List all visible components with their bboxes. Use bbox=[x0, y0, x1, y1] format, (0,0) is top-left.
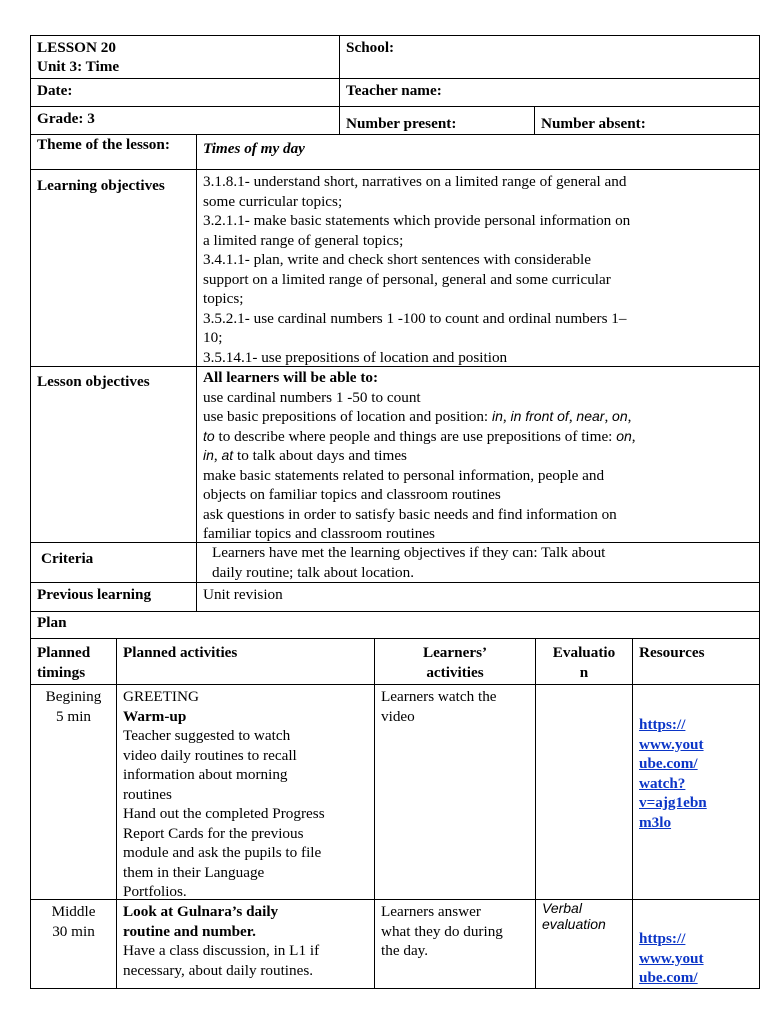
objective-line: 3.5.14.1- use prepositions of location and position bbox=[203, 348, 508, 366]
timing-line: Middle bbox=[51, 903, 96, 920]
grade-cell bbox=[31, 107, 339, 134]
criteria-label: Criteria bbox=[41, 550, 94, 567]
row-activity bbox=[117, 900, 374, 988]
lesson-objectives-heading: All learners will be able to: bbox=[203, 369, 379, 386]
learners-line: what they do during bbox=[381, 922, 503, 940]
lesson-objectives-label-cell bbox=[31, 370, 196, 400]
lesson-objective-line: ask questions in order to satisfy basic needs and find information on bbox=[203, 505, 617, 523]
column-header-line: n bbox=[579, 663, 589, 681]
row-evaluation bbox=[536, 685, 632, 899]
lesson-objective-line: use cardinal numbers 1 -50 to count bbox=[203, 388, 421, 406]
column-header-line: activities bbox=[426, 663, 484, 681]
link-line[interactable]: www.yout bbox=[639, 735, 704, 753]
activity-title: GREETING bbox=[123, 688, 199, 705]
activity-title: Look at Gulnara’s daily bbox=[123, 903, 279, 920]
column-header-line: Planned bbox=[37, 644, 91, 661]
lesson-objective-line bbox=[203, 427, 753, 447]
text-run: , bbox=[568, 408, 577, 425]
criteria-label-cell bbox=[35, 547, 196, 577]
preposition-term: to bbox=[203, 427, 215, 444]
lesson-objective-line: familiar topics and classroom routines bbox=[203, 525, 435, 542]
link-line[interactable]: ube.com/ bbox=[639, 755, 698, 772]
link-line[interactable]: ube.com/ bbox=[639, 969, 698, 986]
unit-title: Unit 3: Time bbox=[37, 58, 120, 75]
text-run: , bbox=[502, 408, 511, 425]
plan-heading: Plan bbox=[37, 614, 67, 631]
theme-label-cell bbox=[31, 133, 196, 169]
lesson-objective-line: make basic statements related to personal information, people and bbox=[203, 466, 605, 484]
text-run: use basic prepositions of location and position: bbox=[203, 408, 492, 425]
lesson-objectives-content bbox=[197, 366, 759, 542]
text-run: to describe where people and things are use prepositions of time: bbox=[214, 427, 617, 445]
lesson-number: LESSON 20 bbox=[37, 39, 116, 56]
text-run: , bbox=[604, 408, 613, 425]
activity-line: Hand out the completed Progress bbox=[123, 805, 325, 822]
preposition-term: in front of bbox=[510, 408, 569, 424]
lesson-objective-line bbox=[203, 407, 753, 427]
row-timing bbox=[31, 900, 116, 988]
activity-line: Teacher suggested to watch bbox=[123, 727, 291, 744]
text-run: , bbox=[213, 447, 222, 464]
objective-line: a limited range of general topics; bbox=[203, 231, 404, 249]
activity-line: Report Cards for the previous bbox=[123, 824, 304, 842]
table-border bbox=[30, 988, 760, 989]
text-run: to talk about days and times bbox=[233, 447, 407, 464]
learning-objectives-content bbox=[197, 170, 759, 366]
activity-line: Have a class discussion, in L1 if bbox=[123, 942, 320, 959]
previous-learning-label-cell bbox=[31, 583, 196, 611]
row-activity bbox=[117, 685, 374, 899]
timing-line: 5 min bbox=[55, 707, 92, 725]
theme-value-cell bbox=[197, 137, 759, 168]
text-run: , bbox=[631, 427, 636, 445]
objective-line: support on a limited range of personal, general and some curricular bbox=[203, 270, 611, 288]
previous-learning-value-cell bbox=[197, 583, 759, 611]
school-label: School: bbox=[346, 39, 395, 56]
number-present-cell bbox=[340, 114, 534, 134]
objective-line: topics; bbox=[203, 290, 244, 307]
activity-line: video daily routines to recall bbox=[123, 746, 297, 764]
link-line[interactable]: watch? bbox=[639, 774, 686, 792]
preposition-term: at bbox=[221, 447, 234, 463]
activity-title: routine and number. bbox=[123, 922, 256, 940]
evaluation-line: Verbal bbox=[542, 900, 582, 916]
timing-line: Begining bbox=[45, 688, 102, 705]
number-present-label: Number present: bbox=[346, 115, 457, 132]
activity-line: them in their Language bbox=[123, 863, 265, 881]
learners-line: video bbox=[381, 707, 415, 725]
timing-line: 30 min bbox=[52, 922, 95, 940]
link-line[interactable]: https:// bbox=[639, 716, 686, 733]
learners-line: Learners watch the bbox=[381, 688, 497, 705]
column-header-line: timings bbox=[37, 663, 86, 681]
lesson-objective-line bbox=[203, 446, 753, 466]
activity-subtitle: Warm-up bbox=[123, 707, 187, 725]
criteria-content bbox=[206, 542, 759, 582]
teacher-cell bbox=[340, 79, 759, 106]
criteria-line: daily routine; talk about location. bbox=[212, 564, 415, 581]
column-header-line: Learners’ bbox=[422, 644, 488, 661]
school-cell bbox=[340, 36, 759, 78]
preposition-term: in bbox=[491, 408, 503, 424]
date-cell bbox=[31, 79, 339, 106]
row-timing bbox=[31, 685, 116, 899]
activity-line: Portfolios. bbox=[123, 883, 187, 899]
theme-label: Theme of the lesson: bbox=[37, 136, 170, 153]
preposition-term: on bbox=[616, 427, 632, 444]
preposition-term: in bbox=[203, 447, 214, 463]
column-header-line: Planned activities bbox=[123, 644, 238, 661]
preposition-term: near bbox=[576, 408, 605, 424]
link-line[interactable]: www.yout bbox=[639, 949, 704, 967]
theme-value: Times of my day bbox=[203, 140, 305, 157]
column-header-learners bbox=[375, 641, 535, 684]
number-absent-label: Number absent: bbox=[541, 115, 646, 132]
lesson-objectives-label: Lesson objectives bbox=[37, 373, 150, 390]
objective-line: 3.1.8.1- understand short, narratives on a limited range of general and bbox=[203, 173, 627, 190]
learners-line: Learners answer bbox=[381, 903, 481, 920]
activity-line: module and ask the pupils to file bbox=[123, 844, 322, 861]
column-header-evaluation bbox=[536, 641, 632, 684]
objective-line: 3.4.1.1- plan, write and check short sentences with considerable bbox=[203, 251, 592, 268]
column-header-line: Evaluatio bbox=[552, 644, 616, 661]
link-line[interactable]: https:// bbox=[639, 930, 686, 947]
link-line[interactable]: v=ajg1ebn bbox=[639, 794, 707, 811]
activity-line: routines bbox=[123, 785, 172, 803]
criteria-line: Learners have met the learning objectives if they can: Talk about bbox=[212, 544, 606, 561]
column-header-line: Resources bbox=[639, 644, 705, 661]
grade-label: Grade: 3 bbox=[37, 110, 95, 127]
row-learners bbox=[375, 900, 535, 988]
learners-line: the day. bbox=[381, 942, 429, 959]
table-border bbox=[759, 35, 760, 989]
objective-line: some curricular topics; bbox=[203, 192, 343, 210]
learning-objectives-label-cell bbox=[31, 174, 196, 204]
objective-line: 3.2.1.1- make basic statements which provide personal information on bbox=[203, 212, 631, 229]
objective-line: 3.5.2.1- use cardinal numbers 1 -100 to count and ordinal numbers 1– bbox=[203, 309, 627, 327]
preposition-term: on bbox=[612, 408, 628, 424]
date-label: Date: bbox=[37, 82, 73, 99]
column-header-activities bbox=[117, 641, 374, 684]
row-learners bbox=[375, 685, 535, 899]
previous-learning-label: Previous learning bbox=[37, 586, 152, 603]
lesson-title-cell bbox=[31, 36, 339, 78]
objective-line: 10; bbox=[203, 329, 223, 346]
row-evaluation bbox=[536, 898, 632, 938]
learning-objectives-label: Learning objectives bbox=[37, 177, 165, 194]
column-header-resources bbox=[633, 641, 759, 684]
resource-link[interactable] bbox=[633, 713, 759, 899]
resource-link[interactable] bbox=[633, 927, 759, 988]
link-line[interactable]: m3lo bbox=[639, 813, 672, 831]
previous-learning-value: Unit revision bbox=[203, 586, 283, 603]
text-run: , bbox=[627, 408, 632, 425]
activity-line: necessary, about daily routines. bbox=[123, 961, 314, 979]
activity-line: information about morning bbox=[123, 766, 288, 783]
number-absent-cell bbox=[535, 114, 759, 134]
lesson-objective-line: objects on familiar topics and classroom routines bbox=[203, 486, 501, 503]
evaluation-line: evaluation bbox=[542, 916, 606, 932]
teacher-label: Teacher name: bbox=[346, 82, 442, 99]
table-border bbox=[30, 638, 760, 639]
column-header-timings bbox=[31, 641, 116, 684]
plan-heading-cell bbox=[31, 611, 759, 638]
